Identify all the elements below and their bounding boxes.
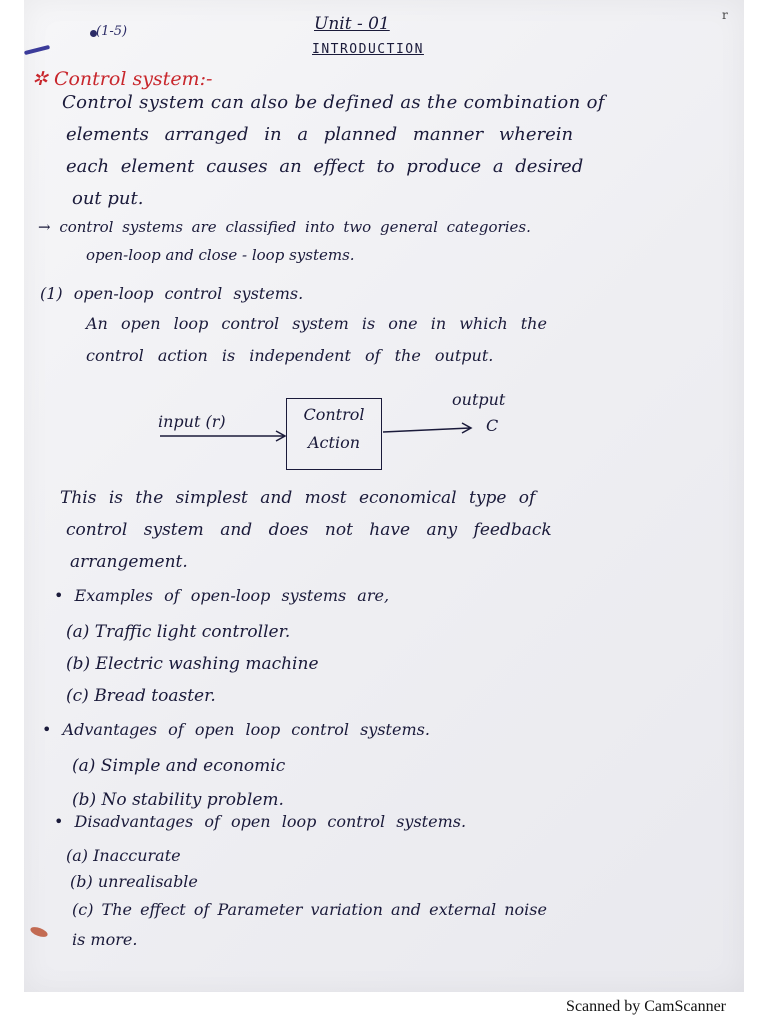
output-label: output (452, 390, 506, 409)
simplest-line: arrangement. (70, 552, 188, 572)
disadvantage-item: (b) unrealisable (70, 872, 198, 891)
open-loop-heading: (1) open-loop control systems. (40, 284, 304, 303)
block-label-control: Control (303, 405, 365, 424)
disadvantage-item: (a) Inaccurate (66, 846, 181, 865)
control-system-heading: ✲ Control system:- (32, 68, 213, 90)
disadvantages-heading: • Disadvantages of open loop control systems. (54, 812, 467, 831)
classification-line: → control systems are classified into two general categories. (38, 218, 531, 236)
example-item: (a) Traffic light controller. (66, 622, 291, 642)
advantages-heading: • Advantages of open loop control systems. (42, 720, 430, 739)
open-loop-line: control action is independent of the output. (86, 346, 494, 365)
block-label-action: Action (308, 433, 360, 452)
definition-line: out put. (72, 188, 144, 209)
example-item: (c) Bread toaster. (66, 686, 216, 706)
example-item: (b) Electric washing machine (66, 654, 319, 674)
simplest-line: control system and does not have any feedback (66, 520, 552, 540)
page-reference: (1-5) (96, 24, 128, 39)
advantage-item: (a) Simple and economic (72, 756, 286, 776)
page-mark: r (722, 8, 728, 22)
simplest-line: This is the simplest and most economical type of (60, 488, 536, 508)
disadvantage-item: (c) The effect of Parameter variation and external noise (72, 900, 547, 919)
definition-line: each element causes an effect to produce a desired (66, 156, 584, 177)
section-title: INTRODUCTION (312, 42, 424, 57)
advantage-item: (b) No stability problem. (72, 790, 284, 810)
definition-line: elements arranged in a planned manner wherein (66, 124, 574, 145)
classification-line: open-loop and close - loop systems. (86, 246, 355, 264)
disadvantage-item: is more. (72, 930, 138, 949)
unit-title: Unit - 01 (314, 14, 390, 34)
scanner-watermark: Scanned by CamScanner (566, 998, 726, 1015)
control-action-block (286, 398, 382, 470)
output-symbol: C (486, 416, 499, 435)
input-label: input (r) (158, 412, 226, 431)
open-loop-line: An open loop control system is one in which the (86, 314, 547, 333)
definition-line: Control system can also be defined as the combination of (62, 92, 605, 113)
examples-heading: • Examples of open-loop systems are, (54, 586, 390, 605)
